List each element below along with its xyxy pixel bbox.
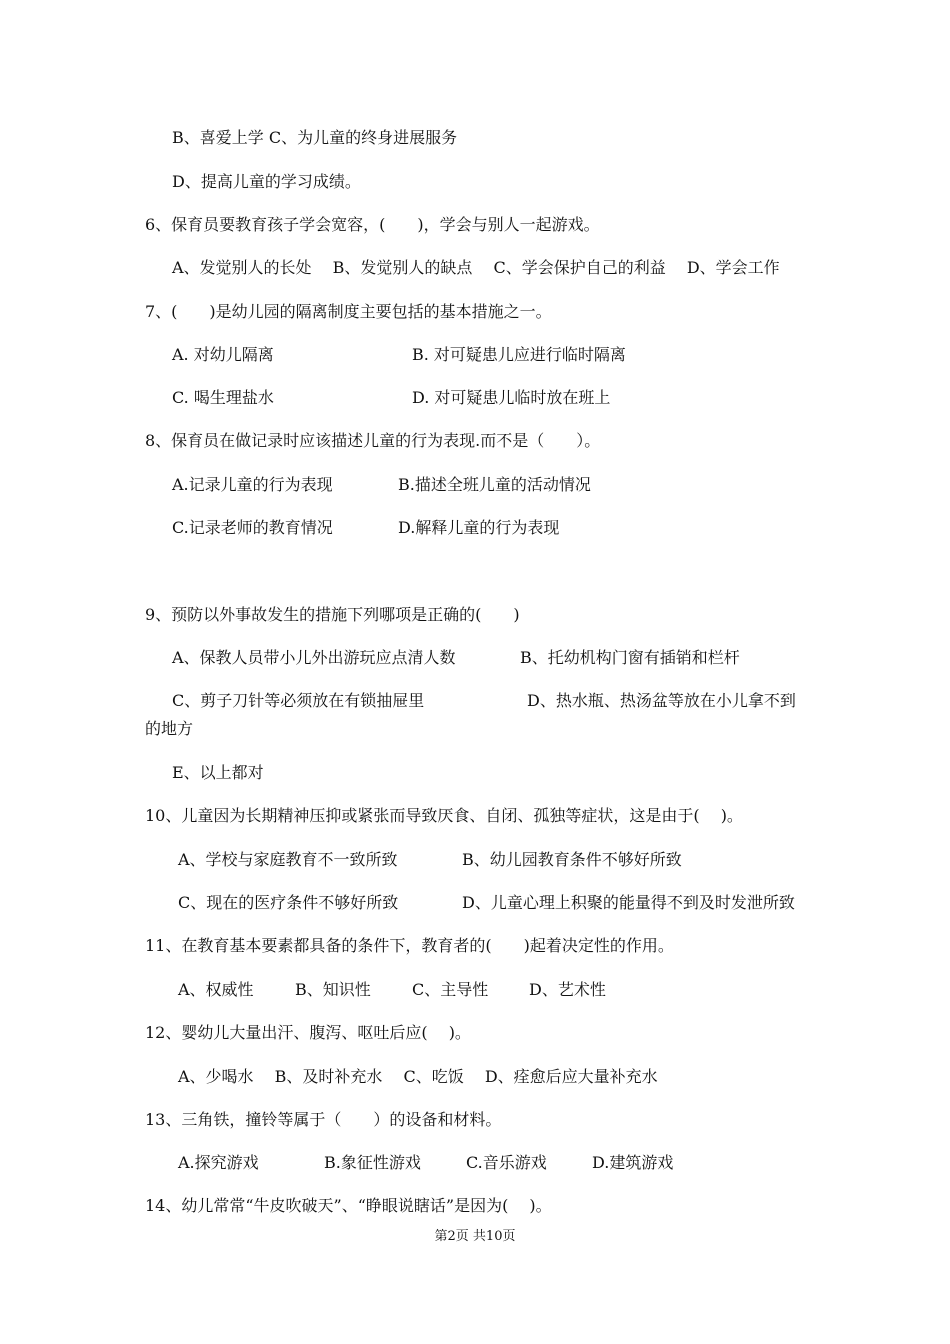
question-8-option-a: A.记录儿童的行为表现	[172, 475, 333, 494]
question-10: 10、儿童因为长期精神压抑或紧张而导致厌食、自闭、孤独等症状，这是由于( )。	[145, 806, 743, 825]
question-7: 7、( )是幼儿园的隔离制度主要包括的基本措施之一。	[145, 302, 552, 321]
question-13-option-c: C.音乐游戏	[466, 1153, 547, 1172]
question-9-option-b: B、托幼机构门窗有插销和栏杆	[520, 648, 740, 667]
page-footer: 第2页 共10页	[434, 1229, 516, 1244]
option-line-d: D、提高儿童的学习成绩。	[172, 172, 361, 191]
option-line-b-c: B、喜爱上学 C、为儿童的终身进展服务	[172, 128, 458, 147]
question-6: 6、保育员要教育孩子学会宽容，( )，学会与别人一起游戏。	[145, 215, 600, 234]
question-6-options: A、发觉别人的长处 B、发觉别人的缺点 C、学会保护自己的利益 D、学会工作	[172, 258, 780, 277]
question-7-option-b: B. 对可疑患儿应进行临时隔离	[412, 345, 626, 364]
question-7-option-d: D. 对可疑患儿临时放在班上	[412, 388, 611, 407]
question-13: 13、三角铁，撞铃等属于（ ）的设备和材料。	[145, 1110, 502, 1129]
question-11: 11、在教育基本要素都具备的条件下，教育者的( )起着决定性的作用。	[145, 936, 674, 955]
question-10-option-b: B、幼儿园教育条件不够好所致	[462, 850, 682, 869]
question-8-option-d: D.解释儿童的行为表现	[398, 518, 560, 537]
question-10-option-d: D、儿童心理上积聚的能量得不到及时发泄所致	[462, 893, 795, 912]
question-9-option-d: D、热水瓶、热汤盆等放在小儿拿不到	[527, 691, 796, 710]
question-13-option-d: D.建筑游戏	[592, 1153, 674, 1172]
question-7-option-a: A. 对幼儿隔离	[172, 345, 274, 364]
question-10-option-a: A、学校与家庭教育不一致所致	[178, 850, 398, 869]
question-8-option-c: C.记录老师的教育情况	[172, 518, 333, 537]
question-12: 12、婴幼儿大量出汗、腹泻、呕吐后应( )。	[145, 1023, 471, 1042]
question-9-option-d-continued: 的地方	[145, 719, 194, 738]
question-8-option-b: B.描述全班儿童的活动情况	[398, 475, 591, 494]
question-9-option-c: C、剪子刀针等必须放在有锁抽屉里	[172, 691, 425, 710]
question-10-option-c: C、现在的医疗条件不够好所致	[178, 893, 399, 912]
question-13-option-b: B.象征性游戏	[324, 1153, 421, 1172]
question-14: 14、幼儿常常“牛皮吹破天”、“睁眼说瞎话”是因为( )。	[145, 1196, 552, 1215]
question-11-option-d: D、艺术性	[529, 980, 606, 999]
question-8: 8、保育员在做记录时应该描述儿童的行为表现.而不是（ ）。	[145, 431, 601, 450]
question-12-options: A、少喝水 B、及时补充水 C、吃饭 D、痊愈后应大量补充水	[178, 1067, 658, 1086]
question-11-option-b: B、知识性	[295, 980, 371, 999]
question-11-option-c: C、主导性	[412, 980, 489, 999]
question-9-option-e: E、以上都对	[172, 763, 264, 782]
question-13-option-a: A.探究游戏	[178, 1153, 259, 1172]
question-9: 9、预防以外事故发生的措施下列哪项是正确的( )	[145, 605, 520, 624]
question-11-option-a: A、权威性	[178, 980, 254, 999]
question-9-option-a: A、保教人员带小儿外出游玩应点清人数	[172, 648, 456, 667]
question-7-option-c: C. 喝生理盐水	[172, 388, 274, 407]
